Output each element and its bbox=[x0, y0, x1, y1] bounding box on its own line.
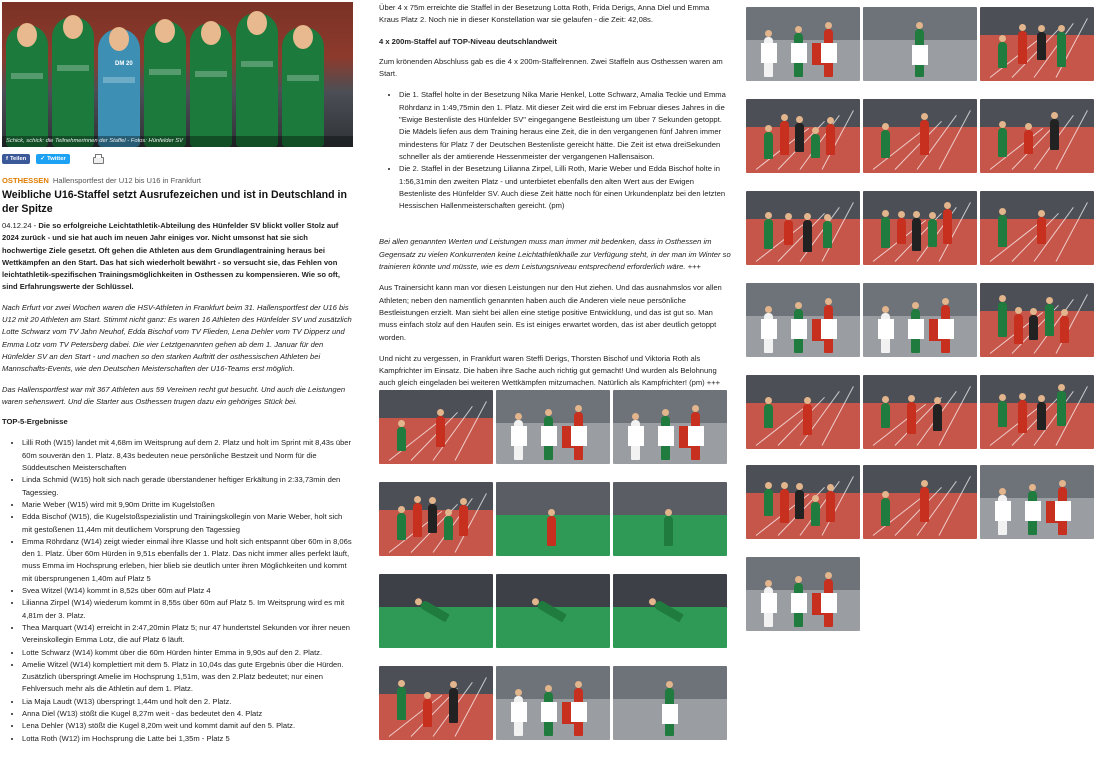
athlete-figure bbox=[428, 504, 437, 533]
relay-list bbox=[379, 89, 731, 212]
list-item: • Die 1. Staffel holte in der Besetzung Nika Marie Henkel, Lotte Schwarz, Amalia Teckie und Emma Röhrdanz in 1:49,75min den 1. Platz. Mit dieser Zeit wird die erst im Februar dieses Jahres in die "Ewige Bestenliste des Hünfelder SV" eingegangene Bestleistung um über 7 Sekunden getoppt. Die Mädels liefen aus dem Training heraus eine Zeit, die in den vergangenen fünf Jahren immer mindestens für Platz 7 der Deutschen Bestenliste gereicht hätte. Die Zeit ist etwa dreiSekunden schneller als der amtierende Hessenmeister der vergangenen Hallensaison. bbox=[399, 89, 731, 163]
athlete-figure bbox=[912, 218, 921, 251]
athlete-figure bbox=[547, 516, 556, 546]
athlete-figure bbox=[1050, 119, 1059, 150]
athlete-figure bbox=[881, 498, 890, 526]
athlete-figure bbox=[1045, 304, 1054, 336]
certificate bbox=[791, 319, 807, 339]
list-item: • Edda Bischof (W15), die Kugelstoßspezialistin und Trainingskollegin von Marie Weber, holt sich mit gestoßenen 11,44m mit deutlichem Vorsprung den Tagessieg bbox=[22, 511, 354, 536]
list-item: • Lena Dehler (W13) stößt die Kugel 8,20m weit und kommt damit auf den 5. Platz. bbox=[22, 720, 354, 732]
athlete-figure bbox=[780, 121, 789, 155]
article-date: 04.12.24 - bbox=[2, 221, 39, 230]
athlete-figure bbox=[1037, 402, 1046, 430]
gallery-photo[interactable] bbox=[496, 390, 610, 464]
gallery-photo[interactable] bbox=[746, 191, 860, 265]
photo-background bbox=[980, 375, 1094, 403]
athlete-figure bbox=[920, 120, 929, 155]
certificate bbox=[571, 702, 587, 722]
certificate bbox=[912, 45, 928, 65]
gallery-photo[interactable] bbox=[863, 7, 977, 81]
athlete-figure bbox=[998, 215, 1007, 247]
athlete-figure bbox=[1037, 32, 1046, 60]
gallery-photo[interactable] bbox=[379, 482, 493, 556]
gallery-photo[interactable] bbox=[496, 574, 610, 648]
photo-background bbox=[496, 666, 610, 699]
athlete-figure bbox=[795, 123, 804, 152]
list-item: • Lotte Schwarz (W14) kommt über die 60m Hürden hinter Emma in 9,90s auf den 2. Platz. bbox=[22, 647, 354, 659]
athlete-figure bbox=[423, 699, 432, 727]
gallery-photo[interactable] bbox=[863, 283, 977, 357]
athlete-figure bbox=[436, 416, 445, 447]
athlete-figure bbox=[190, 23, 232, 147]
hero-caption: Schick, schick: die Teilnehmerinnen der Staffel - Fotos: Hünfelder SV bbox=[2, 136, 353, 147]
athlete-figure bbox=[826, 491, 835, 522]
article-column-2 bbox=[379, 2, 731, 390]
article-paragraph: Zum krönenden Abschluss gab es die 4 x 200m-Staffelrennen. Zwei Staffeln aus Osthessen waren am Start. bbox=[379, 56, 723, 79]
section-heading: 4 x 200m-Staffel auf TOP-Niveau deutschlandweit bbox=[379, 36, 557, 46]
athlete-figure bbox=[764, 132, 773, 159]
athlete-figure bbox=[1014, 314, 1023, 344]
athlete-figure bbox=[784, 220, 793, 245]
article-column bbox=[2, 2, 354, 745]
print-icon[interactable] bbox=[92, 154, 103, 164]
twitter-share-label: Twitter bbox=[47, 156, 66, 162]
gallery-photo[interactable] bbox=[863, 375, 977, 449]
gallery-photo[interactable] bbox=[980, 375, 1094, 449]
photo-background bbox=[613, 574, 727, 607]
article-title: Weibliche U16-Staffel setzt Ausrufezeichen und ist in Deutschland in der Spitze bbox=[2, 189, 347, 215]
certificate bbox=[791, 43, 807, 63]
gallery-photo[interactable] bbox=[379, 666, 493, 740]
athlete-figure bbox=[897, 218, 906, 244]
photo-background bbox=[496, 390, 610, 423]
hero-shirt-text: DM 20 bbox=[115, 61, 133, 67]
gallery-photo[interactable] bbox=[613, 666, 727, 740]
athlete-figure bbox=[1029, 315, 1038, 340]
athlete-figure bbox=[444, 516, 453, 540]
athlete-figure bbox=[933, 404, 942, 431]
gallery-photo[interactable] bbox=[379, 574, 493, 648]
list-item: • Lotta Roth (W12) im Hochsprung die Latte bei 1,35m - Platz 5 bbox=[22, 733, 354, 745]
gallery-photo[interactable] bbox=[613, 390, 727, 464]
article-intro bbox=[2, 220, 354, 294]
gallery-photo[interactable] bbox=[980, 99, 1094, 173]
gallery-photo[interactable] bbox=[863, 465, 977, 539]
certificate bbox=[761, 593, 777, 613]
photo-background bbox=[746, 191, 860, 219]
certificate bbox=[821, 319, 837, 339]
athlete-figure bbox=[881, 130, 890, 158]
gallery-photo[interactable] bbox=[746, 375, 860, 449]
photo-background bbox=[379, 390, 493, 418]
athlete-figure bbox=[811, 502, 820, 526]
photo-background bbox=[980, 465, 1094, 498]
list-item: • Svea Witzel (W14) kommt in 8,52s über 60m auf Platz 4 bbox=[22, 585, 354, 597]
gallery-photo[interactable] bbox=[980, 465, 1094, 539]
athlete-figure bbox=[449, 688, 458, 723]
results-heading: TOP-5-Ergebnisse bbox=[2, 417, 68, 427]
certificate bbox=[908, 319, 924, 339]
certificate bbox=[541, 426, 557, 446]
photo-background bbox=[746, 375, 860, 403]
photo-background bbox=[613, 390, 727, 423]
gallery-photo[interactable] bbox=[379, 390, 493, 464]
athlete-figure bbox=[397, 687, 406, 720]
gallery-photo[interactable] bbox=[746, 7, 860, 81]
twitter-icon: ✓ bbox=[40, 156, 46, 162]
athlete-figure bbox=[664, 516, 673, 546]
certificate bbox=[791, 593, 807, 613]
athlete-figure bbox=[811, 134, 820, 158]
athlete-figure bbox=[1018, 31, 1027, 64]
facebook-share-button[interactable] bbox=[2, 154, 30, 164]
athlete-figure bbox=[397, 427, 406, 451]
photo-background bbox=[746, 99, 860, 127]
athlete-figure bbox=[413, 503, 422, 537]
article-paragraph: Über 4 x 75m erreichte die Staffel in der Besetzung Lotta Roth, Frida Derigs, Anna Diel und Emma Kraus Platz 2. Noch nie in dieser Konstellation war sie gelaufen - die Zeit: 42,08s. bbox=[379, 3, 710, 25]
athlete-figure bbox=[236, 13, 278, 147]
athlete-figure bbox=[795, 490, 804, 519]
athlete-figure bbox=[459, 505, 468, 536]
photo-background bbox=[980, 99, 1094, 127]
list-item: • Linda Schmid (W15) holt sich nach gerade überstandener heftiger Erkältung in 2:33,73min den Tagessieg. bbox=[22, 474, 354, 499]
athlete-figure bbox=[780, 489, 789, 523]
article-kicker bbox=[2, 175, 354, 187]
gallery-photo[interactable] bbox=[746, 99, 860, 173]
photo-background bbox=[379, 574, 493, 607]
twitter-share-button[interactable] bbox=[36, 154, 69, 164]
list-item: • Emma Röhrdanz (W14) zeigt wieder einmal ihre Klasse und holt sich entspannt über 60m in 8,06s den 1. Platz. Über 60m Hürden in 9,51s ebenfalls der 1. Platz. Das nicht immer alles perfekt läuft, muss Emma im Hochsprung erleben, hier blieb sie deutlich unter ihren Möglichkeiten und kommt mit übersprungenen 1,40m auf Platz 5 bbox=[22, 536, 354, 585]
photo-background bbox=[863, 283, 977, 316]
athlete-figure bbox=[1060, 316, 1069, 343]
gallery-photo[interactable] bbox=[496, 482, 610, 556]
gallery-photo[interactable] bbox=[613, 574, 727, 648]
athlete-figure bbox=[881, 217, 890, 248]
certificate bbox=[511, 702, 527, 722]
photo-background bbox=[863, 375, 977, 403]
certificate bbox=[628, 426, 644, 446]
list-item: • Lilli Roth (W15) landet mit 4,68m im Weitsprung auf dem 2. Platz und holt im Sprint mit 8,43s über 60m souverän den 1. Platz. 8,43s bedeuten neue persönliche Bestzeit und Norm für die Süddeutschen Meisterschaften bbox=[22, 437, 354, 474]
list-item: • Anna Diel (W13) stößt die Kugel 8,27m weit - das bedeutet den 4. Platz bbox=[22, 708, 354, 720]
athlete-figure bbox=[764, 489, 773, 516]
list-item: • Thea Marquart (W14) erreicht in 2:47,20min Platz 5; nur 47 hundertstel Sekunden vor ihrer neuen Vereinskollegin Emma Lotz, die auf Platz 6 läuft. bbox=[22, 622, 354, 647]
certificate bbox=[541, 702, 557, 722]
facebook-icon: f bbox=[6, 156, 8, 162]
athlete-figure bbox=[881, 403, 890, 428]
athlete-figure bbox=[823, 221, 832, 248]
article-paragraph: Bei allen genannten Werten und Leistungen muss man immer mit bedenken, dass in Osthessen im Gegensatz zu vielen Konkurrenten keine Leichtathletikhalle zur Verfügung steht, in der man im Winter so trainieren könnte und müsste, wie es dem Leistungsniveau entsprechend erforderlich wäre. +++ bbox=[379, 237, 731, 272]
list-item: • Marie Weber (W15) wird mit 9,90m Dritte im Kugelstoßen bbox=[22, 499, 354, 511]
photo-background bbox=[746, 465, 860, 493]
article-paragraph: Nach Erfurt vor zwei Wochen waren die HSV-Athleten in Frankfurt beim 31. Hallensportfest der U16 bis U12 mit 20 Athleten am Start. Stimmt nicht ganz: Es waren 16 Athleten des Hünfelder SV und zusätzlich Lotte Schwarz vom TV Jahn Neuhof, Edda Bischof vom TV Flieden, Lena Dehler vom TV Dipperz und Emma Lotz vom TV Petersberg dabei. Die vier Letztgenannten gehen ab dem 1. Januar für den Hünfelder SV an den Start - und machen so den starken Auftritt der osthessischen Athleten bei Mannschafts-Events, wie den Deutschen Meisterschaften der U16-Teams erst möglich. bbox=[2, 302, 352, 374]
athlete-figure bbox=[6, 25, 48, 147]
photo-background bbox=[746, 283, 860, 316]
athlete-figure bbox=[1024, 130, 1033, 154]
certificate bbox=[688, 426, 704, 446]
photo-background bbox=[496, 574, 610, 607]
gallery-photo[interactable] bbox=[980, 283, 1094, 357]
list-item: • Die 2. Staffel in der Besetzung Lilianna Zirpel, Lilli Roth, Marie Weber und Edda Bischof holte in 1:56,31min den zweiten Platz - und unterbietet ebenfalls den alten Wert aus der Ewigen Bestenliste des Hünfelder SV. Auch diese Zeit hätte noch für einen Urkundenplatz bei den letzten Hessischen Hallenmeisterschaften gereicht. (pm) bbox=[399, 163, 731, 212]
gallery-photo[interactable] bbox=[980, 191, 1094, 265]
certificate bbox=[571, 426, 587, 446]
article-intro-text: Die so erfolgreiche Leichtathletik-Abteilung des Hünfelder SV blickt voller Stolz auf 2024 zurück - und sie hat auch im neuen Jahr einiges vor. Nicht umsonst hat sie sich hochwertige Ziele gesetzt. Oft gehen die Athleten aus dem Grundlagentraining heraus bei Wettkämpfen an den Start. Das hat sich wiederholt bewährt - so versucht sie, das Fehlen von leichtathletik-spezifischen Trainingsmöglichkeiten in Osthessen zu kompensieren. Wie so oft, sind Erfahrungswerte der Schlüssel. bbox=[2, 221, 340, 292]
gallery-photo[interactable] bbox=[746, 557, 860, 631]
photo-background bbox=[980, 7, 1094, 35]
gallery-photo[interactable] bbox=[613, 482, 727, 556]
athlete-figure bbox=[998, 302, 1007, 337]
photo-background bbox=[746, 557, 860, 590]
article-paragraph: Und nicht zu vergessen, in Frankfurt waren Steffi Derigs, Thorsten Bischof und Viktoria Roth als Kampfrichter im Einsatz. Die haben ihre Sache auch richtig gut gemacht! Und wurden als Belohnung auch gleich eingeladen bei weiteren Wettkämpfen mitzumachen. Natürlich als Kampfrichter! (pm) +++ bbox=[379, 353, 721, 388]
athlete-figure bbox=[943, 209, 952, 244]
athlete-figure bbox=[998, 128, 1007, 157]
gallery-photo[interactable] bbox=[980, 7, 1094, 81]
list-item: • Lilianna Zirpel (W14) wiederum kommt in 8,55s über 60m auf Platz 5. Im Weitsprung wird es mit 4,81m der 3. Platz. bbox=[22, 597, 354, 622]
athlete-figure bbox=[1057, 32, 1066, 67]
gallery-photo[interactable] bbox=[863, 191, 977, 265]
athlete-figure bbox=[764, 219, 773, 249]
athlete-figure bbox=[928, 219, 937, 247]
gallery-photo[interactable] bbox=[863, 99, 977, 173]
certificate bbox=[511, 426, 527, 446]
athlete-figure bbox=[282, 27, 324, 147]
facebook-share-label: Teilen bbox=[9, 156, 27, 162]
certificate bbox=[878, 319, 894, 339]
certificate bbox=[662, 704, 678, 724]
article-paragraph: Das Hallensportfest war mit 367 Athleten aus 59 Vereinen recht gut besucht. Und auch die Leistungen waren sehenswert. Und die Starter aus Osthessen trugen dazu ein gehöriges Stück bei. bbox=[2, 384, 346, 406]
photo-background bbox=[980, 191, 1094, 219]
athlete-figure bbox=[803, 220, 812, 252]
athlete-figure bbox=[920, 487, 929, 522]
certificate bbox=[761, 43, 777, 63]
athlete-figure bbox=[1018, 400, 1027, 433]
article-subtitle: Hallensportfest der U12 bis U16 in Frankfurt bbox=[52, 176, 201, 185]
athlete-figure bbox=[998, 42, 1007, 68]
gallery-photo[interactable] bbox=[746, 283, 860, 357]
athlete-figure bbox=[764, 404, 773, 428]
certificate bbox=[658, 426, 674, 446]
gallery-photo[interactable] bbox=[746, 465, 860, 539]
certificate bbox=[938, 319, 954, 339]
athlete-figure bbox=[1037, 217, 1046, 244]
athlete-figure bbox=[998, 401, 1007, 427]
athlete-figure bbox=[1057, 391, 1066, 426]
athlete-figure bbox=[98, 29, 140, 147]
certificate bbox=[821, 43, 837, 63]
certificate bbox=[1025, 501, 1041, 521]
athlete-figure bbox=[803, 404, 812, 435]
certificate bbox=[995, 501, 1011, 521]
athlete-figure bbox=[144, 21, 186, 147]
hero-photo[interactable] bbox=[2, 2, 353, 147]
photo-background bbox=[746, 7, 860, 40]
athlete-figure bbox=[907, 402, 916, 434]
list-item: • Amelie Witzel (W14) komplettiert mit dem 5. Platz in 10,04s das gute Ergebnis über die Hürden. Zusätzlich überspringt Amelie im Hochsprung 1,51m, was den 2.Platz bedeutet; nur einen Fehlversuch mehr als die Athletin auf dem 1. Platz. bbox=[22, 659, 354, 696]
list-item: • Lia Maja Laudt (W13) überspringt 1,44m und holt den 2. Platz. bbox=[22, 696, 354, 708]
category-label[interactable]: OSTHESSEN bbox=[2, 176, 49, 185]
photo-background bbox=[863, 191, 977, 219]
athlete-figure bbox=[826, 124, 835, 155]
certificate bbox=[821, 593, 837, 613]
certificate bbox=[761, 319, 777, 339]
athlete-figure bbox=[397, 513, 406, 540]
article-paragraph: Aus Trainersicht kann man vor diesen Leistungen nur den Hut ziehen. Und das ausnahmslos vor allen Athleten; neben den namentlich genannten haben auch die Anderen viele neue persönliche Bestleistungen erzielt. Man sieht bei allen eine stetige positive Entwicklung, und das ist gut so. Man muss einfach stolz auf den Haufen sein. Es ist einiges erwartet worden, das ist aber deutlich getoppt worden. bbox=[379, 283, 722, 342]
gallery-photo[interactable] bbox=[496, 666, 610, 740]
certificate bbox=[1055, 501, 1071, 521]
share-bar bbox=[2, 153, 354, 165]
results-list bbox=[2, 437, 354, 744]
athlete-figure bbox=[52, 17, 94, 147]
